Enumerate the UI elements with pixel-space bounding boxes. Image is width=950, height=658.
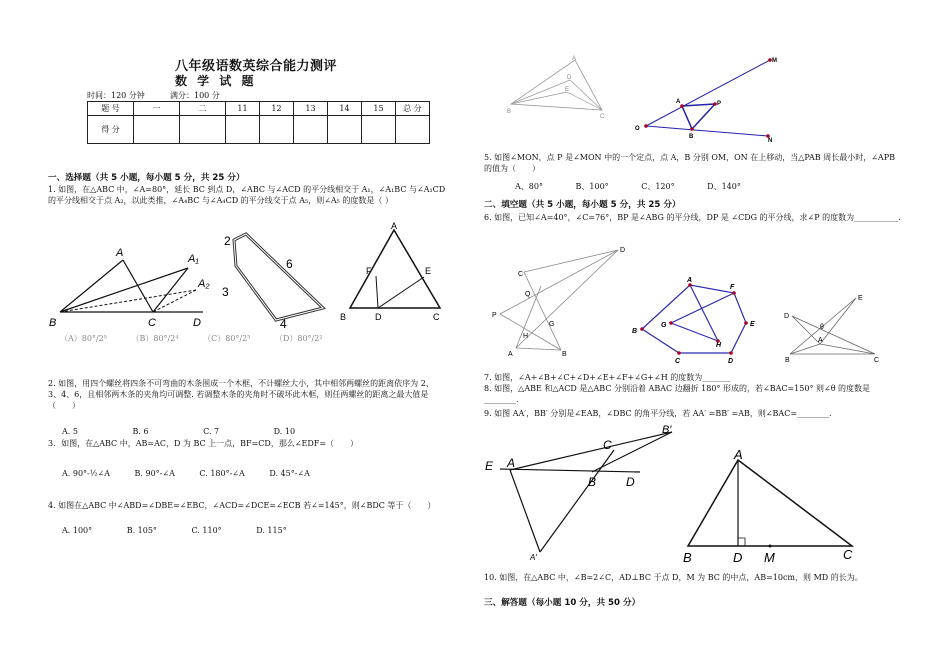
- line-ba1: [60, 268, 188, 312]
- label-2: 2: [224, 234, 231, 248]
- label-f: F: [366, 266, 372, 276]
- option-d[interactable]: D、140°: [707, 182, 741, 191]
- line-ba2: [60, 290, 196, 312]
- figure-5: [630, 52, 780, 142]
- figure-10: [680, 448, 870, 566]
- score-cell[interactable]: [396, 116, 430, 144]
- option-b[interactable]: B、100°: [575, 182, 609, 191]
- option-a[interactable]: A. 100°: [62, 526, 93, 535]
- section-heading-answer: 三、解答题（每小题 10 分，共 50 分）: [484, 598, 641, 608]
- label-b: B: [689, 134, 694, 140]
- label-c: C: [433, 312, 440, 322]
- exam-time: 时间：120 分钟: [87, 91, 145, 100]
- label-g: G: [661, 322, 667, 329]
- label-e: E: [425, 266, 432, 276]
- label-b-prime: B′: [662, 424, 672, 436]
- option-b[interactable]: B. 6: [132, 427, 149, 436]
- label-n: N: [768, 138, 773, 142]
- label-m: M: [764, 550, 775, 565]
- label-b: B: [562, 351, 567, 358]
- label-a: A: [116, 247, 124, 259]
- label-e: E: [565, 87, 570, 93]
- label-3: 3: [222, 285, 229, 299]
- figure-4: [505, 52, 615, 120]
- question-1: 1. 如图，在△ABC 中，∠A=80°，延长 BC 到点 D，∠ABC 与∠ACD 的平分线相交于 A₁，∠A₁BC 与∠A₁CD 的平分线相交于点 A₂，以此类推，∠A₄BC 与∠A₄CD 的平分线交于点 A₅，则∠A₅ 的度数是（ ）: [48, 185, 446, 205]
- label-b: B: [588, 475, 597, 489]
- label-e: E: [485, 459, 494, 473]
- label-d: D: [375, 312, 382, 322]
- triangle-pab: [682, 104, 715, 129]
- line-ac: [123, 260, 153, 312]
- label-a-prime: A′: [530, 553, 537, 562]
- option-c[interactable]: C、120°: [641, 182, 675, 191]
- table-cell: 13: [294, 102, 328, 116]
- question-3-options: [62, 468, 332, 479]
- question-4: 4. 如图在△ABC 中∠ABD=∠DBE=∠EBC，∠ACD=∠DCE=∠ECB 若∠=145°，则∠BDC 等于（ ）: [48, 501, 436, 510]
- section-heading-fill: 二、填空题（共 5 小题，每小题 5 分，共 25 分）: [484, 200, 681, 210]
- label-a: A: [508, 351, 513, 358]
- option-a[interactable]: A、80°: [515, 182, 543, 191]
- label-e: E: [750, 321, 755, 328]
- label-o: O: [635, 126, 640, 132]
- figure-3: [336, 222, 446, 324]
- label-a2: A₂: [198, 278, 210, 290]
- label-p: P: [717, 101, 722, 107]
- option-d[interactable]: D. 45°-∠A: [269, 469, 310, 478]
- question-1-options: [60, 333, 345, 344]
- question-4-options: [62, 525, 309, 536]
- line-de: [378, 277, 424, 308]
- label-g: G: [549, 321, 555, 328]
- label-d: D: [728, 358, 734, 365]
- midpoint-m: [769, 545, 772, 548]
- label-m: M: [772, 58, 777, 64]
- label-c: C: [603, 438, 612, 452]
- label-p: P: [492, 312, 497, 319]
- label-c: C: [675, 358, 681, 365]
- label-6: 6: [286, 257, 293, 271]
- label-a1: A₁: [188, 253, 199, 265]
- question-2-options: [62, 426, 317, 437]
- score-cell[interactable]: [328, 116, 362, 144]
- label-c: C: [874, 357, 880, 364]
- question-6: 6. 如图，已知∠A=40°，∠C=76°，BP 是∠ABG 的平分线，DP 是 ∠CDG 的平分线，求∠P 的度数为___________.: [484, 213, 901, 222]
- label-b: B: [683, 550, 692, 565]
- frame-outer: [234, 234, 323, 320]
- option-d[interactable]: （D）80°/2²: [274, 334, 323, 343]
- label-a: A: [818, 337, 823, 344]
- figure-1: [48, 240, 218, 332]
- label-4: 4: [280, 317, 287, 331]
- table-cell: 总 分: [396, 102, 430, 116]
- question-2: 2. 如图，用四个螺丝将四条不可弯曲的木条围成一个木框，不计螺丝大小，其中相邻两螺丝的距离依序为 2、3、4、6，且相邻两木条的夹角均可调整. 若调整木条的夹角时不破坏此木框，则任两螺丝的距离之最大值是（ ）: [48, 379, 434, 410]
- question-3: 3．如图，在△ABC 中，AB=AC，D 为 BC 上一点，BF=CD，那么∠EDF=（ ）: [48, 439, 359, 448]
- question-8: 8. 如图，△ABE 和△ACD 是△ABC 分别沿着 ABAC 边翻折 180° 形成的，若∠BAC=150° 则∠θ 的度数是________.: [484, 384, 871, 404]
- score-cell[interactable]: [294, 116, 328, 144]
- table-cell: 得 分: [88, 116, 134, 144]
- label-a: A: [676, 99, 681, 105]
- question-10: 10. 如图，在△ABC 中，∠B=2∠C，AD⊥BC 于点 D，M 为 BC 的中点，AB=10cm，则 MD 的长为。: [484, 573, 863, 582]
- label-f: F: [730, 284, 735, 291]
- label-d: D: [626, 475, 635, 489]
- paper-title: 八年级语数英综合能力测评: [175, 59, 338, 74]
- ray-om: [646, 60, 770, 126]
- label-c: C: [148, 317, 156, 329]
- score-table-header-row: [88, 102, 430, 116]
- question-7: 7. 如图，∠A+∠B+∠C+∠D+∠E+∠F+∠G+∠H 的度数为_______: [484, 373, 731, 382]
- right-angle-mark: [738, 538, 745, 546]
- option-b[interactable]: B. 105°: [126, 526, 157, 535]
- label-b: B: [507, 109, 512, 115]
- label-c: C: [518, 271, 524, 278]
- option-b[interactable]: B. 90°-∠A: [134, 469, 175, 478]
- label-d: D: [620, 247, 626, 254]
- score-cell[interactable]: [260, 116, 294, 144]
- paper-subject: 数 学 试 题: [175, 74, 257, 88]
- figure-6: [486, 244, 626, 362]
- table-cell: 12: [260, 102, 294, 116]
- label-d: D: [784, 313, 790, 320]
- option-a[interactable]: A. 5: [62, 427, 78, 436]
- score-cell[interactable]: [180, 116, 226, 144]
- option-c[interactable]: C. 110°: [191, 526, 222, 535]
- table-cell: 一: [134, 102, 180, 116]
- label-d: D: [567, 75, 572, 81]
- option-a[interactable]: A. 90°-½∠A: [62, 469, 110, 478]
- figure-9: [480, 424, 680, 564]
- label-d: D: [733, 550, 743, 565]
- frame-inner: [234, 234, 323, 320]
- score-table: [87, 101, 430, 144]
- label-b: B: [340, 312, 347, 322]
- ray-on: [646, 126, 768, 136]
- score-cell[interactable]: [134, 116, 180, 144]
- option-a[interactable]: （A）80°/2⁵: [60, 334, 107, 343]
- line-ed: [500, 469, 640, 472]
- question-5-options: [515, 181, 763, 192]
- label-q: Q: [525, 291, 531, 298]
- label-b: B: [49, 317, 57, 329]
- table-cell: 15: [362, 102, 396, 116]
- label-h: H: [716, 342, 722, 349]
- figure-8: [780, 292, 890, 364]
- line-a-prime-c: [540, 450, 614, 552]
- triangle-abc: [511, 60, 602, 110]
- triangle-abc: [688, 460, 852, 546]
- label-theta: θ: [820, 324, 824, 331]
- label-a: A: [734, 448, 743, 462]
- label-a: A: [687, 277, 693, 284]
- question-5: 5. 如图∠MON，点 P 是∠MON 中的一个定点，点 A，B 分别 OM，ON 在上移动，当△PAB 周长最小时，∠APB 的值为（ ）: [484, 153, 895, 173]
- question-9: 9. 如图 AA′，BB′ 分别是∠EAB，∠DBC 的角平分线，若 AA′ =BB′ =AB，则∠BAC=________.: [484, 409, 832, 418]
- table-cell: 14: [328, 102, 362, 116]
- label-e: E: [858, 295, 863, 302]
- score-cell[interactable]: [362, 116, 396, 144]
- label-c: C: [843, 547, 853, 562]
- label-a: A: [391, 222, 398, 231]
- label-d: D: [193, 317, 201, 329]
- label-a: A: [572, 56, 577, 62]
- table-cell: 11: [226, 102, 260, 116]
- option-b[interactable]: （B）80°/2⁴: [131, 334, 179, 343]
- option-d[interactable]: D. 10: [273, 427, 296, 436]
- label-b: B: [632, 328, 638, 335]
- line-aa-prime: [510, 470, 540, 552]
- table-cell: 题 号: [88, 102, 134, 116]
- section-heading-choice: 一、选择题（共 5 小题，每小题 5 分，共 25 分）: [48, 173, 245, 183]
- label-c: C: [600, 114, 605, 120]
- line-fd: [376, 276, 378, 308]
- figure-2: [218, 228, 328, 332]
- score-table-score-row: [88, 116, 430, 144]
- label-b: B: [785, 357, 790, 364]
- label-a: A: [507, 456, 516, 470]
- option-c[interactable]: （C）80°/2³: [203, 334, 251, 343]
- line-ab-prime: [510, 432, 672, 470]
- option-c[interactable]: C. 7: [203, 427, 220, 436]
- label-h: H: [523, 333, 529, 340]
- figure-7: [630, 275, 770, 367]
- option-d[interactable]: D. 115°: [256, 526, 287, 535]
- option-c[interactable]: C. 180°-∠A: [199, 469, 245, 478]
- line-ba: [60, 260, 123, 312]
- table-cell: 二: [180, 102, 226, 116]
- exam-full-score: 满分：100 分: [170, 91, 220, 100]
- score-cell[interactable]: [226, 116, 260, 144]
